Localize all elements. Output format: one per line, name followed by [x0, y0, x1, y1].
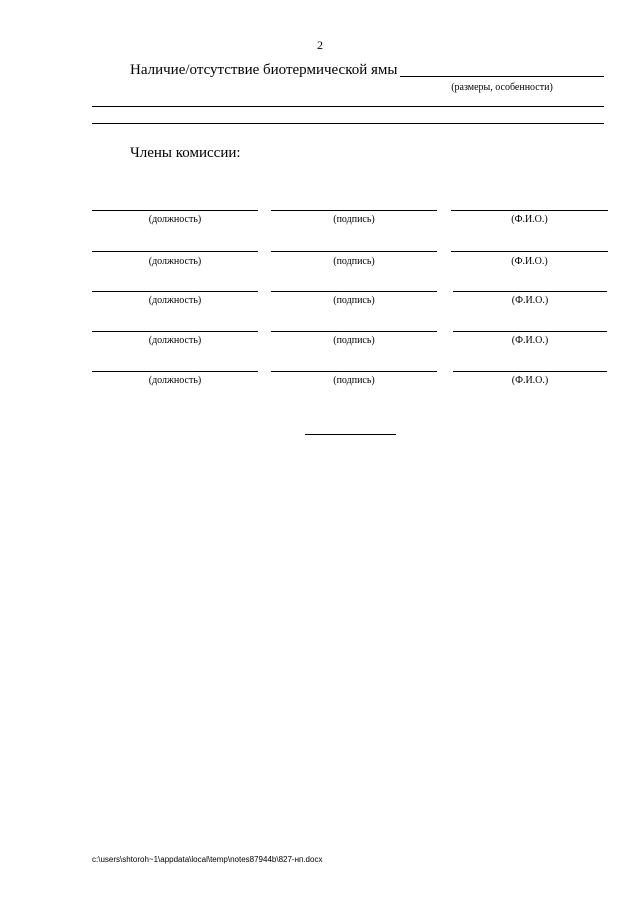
signature-caption: (подпись): [333, 375, 375, 386]
name-caption: (Ф.И.О.): [511, 214, 548, 225]
signature-caption: (подпись): [333, 295, 375, 306]
name-line: [453, 331, 607, 332]
position-caption: (должность): [148, 214, 202, 225]
signature-caption: (подпись): [333, 214, 375, 225]
description-line-2: [92, 123, 604, 124]
name-caption: (Ф.И.О.): [511, 256, 548, 267]
footer-file-path: c:\users\shtoroh~1\appdata\local\temp\notes87944b\827-нп.docx: [92, 855, 323, 864]
position-caption: (должность): [148, 256, 202, 267]
signature-caption: (подпись): [333, 335, 375, 346]
position-line: [92, 291, 258, 292]
name-line: [451, 210, 608, 211]
signature-line: [271, 331, 437, 332]
signature-line: [271, 210, 437, 211]
page-number: 2: [317, 38, 323, 52]
position-line: [92, 210, 258, 211]
signature-line: [271, 371, 437, 372]
position-caption: (должность): [148, 335, 202, 346]
name-caption: (Ф.И.О.): [511, 375, 549, 386]
commission-members-label: Члены комиссии:: [130, 145, 241, 161]
name-line: [451, 251, 608, 252]
position-line: [92, 331, 258, 332]
biothermal-pit-heading: Наличие/отсутствие биотермической ямы: [130, 62, 398, 78]
name-caption: (Ф.И.О.): [511, 295, 549, 306]
end-of-document-rule: [305, 434, 396, 435]
name-line: [453, 291, 607, 292]
signature-line: [271, 251, 437, 252]
position-caption: (должность): [148, 375, 202, 386]
name-line: [453, 371, 607, 372]
biothermal-pit-caption: (размеры, особенности): [451, 82, 553, 93]
name-caption: (Ф.И.О.): [511, 335, 549, 346]
signature-line: [271, 291, 437, 292]
description-line-1: [92, 106, 604, 107]
position-caption: (должность): [148, 295, 202, 306]
position-line: [92, 251, 258, 252]
signature-caption: (подпись): [333, 256, 375, 267]
position-line: [92, 371, 258, 372]
biothermal-pit-fill-line: [400, 76, 604, 77]
